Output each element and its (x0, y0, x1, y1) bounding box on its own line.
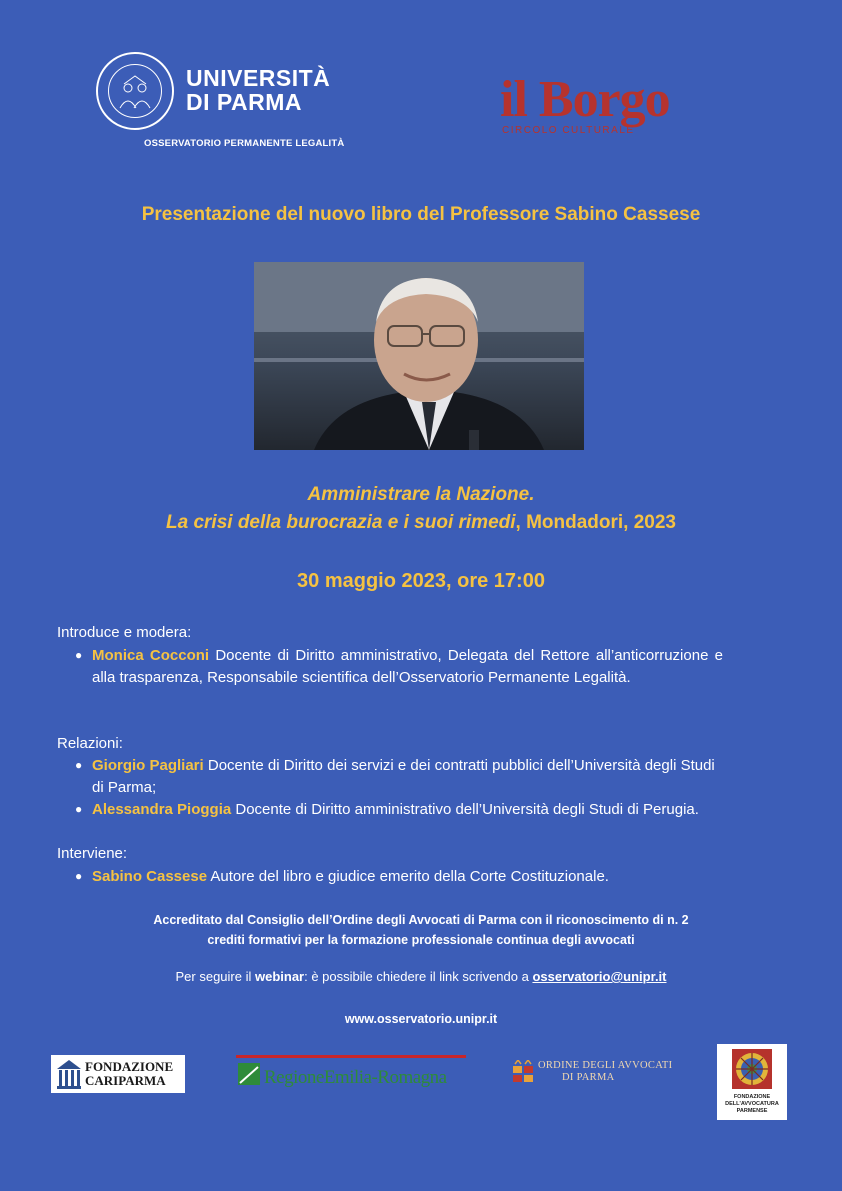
webinar-prefix: Per seguire il (175, 969, 255, 984)
accreditation-line1: Accreditato dal Consiglio dell’Ordine degli Avvocati di Parma con il riconoscimento di n. 2 (153, 913, 689, 927)
webinar-note (0, 969, 842, 984)
regione-emilia-romagna-logo (236, 1055, 466, 1091)
speaker-name: Giorgio Pagliari (92, 757, 204, 774)
event-date: 30 maggio 2023, ore 17:00 (297, 570, 545, 592)
list-item (75, 645, 723, 688)
ordine-line2: DI PARMA (562, 1072, 615, 1083)
speaker-name: Alessandra Pioggia (92, 801, 232, 818)
list-item (75, 755, 723, 798)
university-seal-logo (96, 52, 174, 130)
section-relazioni-label: Relazioni: (57, 735, 123, 752)
list-item (75, 866, 723, 888)
university-name-line1: UNIVERSITÀ (186, 65, 331, 91)
book-subtitle-line (0, 509, 842, 537)
bullet-icon: ● (75, 648, 83, 662)
webinar-keyword: webinar (254, 969, 305, 984)
section-introduce-label: Introduce e modera: (57, 624, 192, 641)
bullet-icon: ● (75, 802, 83, 816)
cariparma-building-icon (55, 1057, 83, 1091)
observatorio-label: OSSERVATORIO PERMANENTE LEGALITÀ (144, 138, 345, 149)
speaker-role: Autore del libro e giudice emerito della Corte Costituzionale. (207, 868, 609, 885)
email-link[interactable]: osservatorio@unipr.it (532, 969, 667, 984)
speaker-name: Monica Cocconi (92, 647, 210, 664)
book-title: Amministrare la Nazione. (307, 484, 535, 505)
speaker-role: Docente di Diritto dei servizi e dei contratti pubblici dell’Università degli Studi di Parma; (92, 757, 715, 796)
bullet-icon: ● (75, 758, 83, 772)
speaker-name: Sabino Cassese (92, 868, 208, 885)
ordine-crest-icon (512, 1060, 534, 1084)
book-publisher: , Mondadori, 2023 (515, 512, 676, 533)
cariparma-line1: FONDAZIONE (85, 1059, 174, 1074)
seal-figures-icon (98, 54, 172, 128)
avvocatura-line1: FONDAZIONE (733, 1094, 771, 1100)
ordine-avvocati-logo (512, 1058, 682, 1088)
section-interviene-label: Interviene: (57, 845, 128, 862)
webinar-middle: : è possibile chiedere il link scrivendo a (304, 969, 533, 984)
author-photo (254, 262, 584, 450)
book-subtitle: La crisi della burocrazia e i suoi rimedi (166, 512, 516, 533)
speaker-role: Docente di Diritto amministrativo dell’Università degli Studi di Perugia. (231, 801, 699, 818)
portrait-illustration (254, 262, 584, 450)
ilborgo-subtitle: CIRCOLO CULTURALE (502, 125, 635, 136)
fondazione-cariparma-logo (51, 1055, 185, 1093)
university-name-line2: DI PARMA (186, 89, 303, 115)
cariparma-line2: CARIPARMA (85, 1073, 166, 1088)
website-link[interactable]: www.osservatorio.unipr.it (344, 1012, 498, 1026)
list-item (75, 799, 772, 821)
accreditation-line2: crediti formativi per la formazione professionale continua degli avvocati (207, 933, 635, 947)
ilborgo-logo: il Borgo (500, 71, 670, 128)
ordine-line1: ORDINE DEGLI AVVOCATI (538, 1060, 673, 1071)
accreditation-note (0, 910, 842, 950)
avvocatura-line2: DELL'AVVOCATURA (725, 1101, 779, 1107)
university-name (186, 66, 330, 114)
avvocatura-wheel-icon (717, 1044, 787, 1094)
avvocatura-line3: PARMENSE (736, 1108, 768, 1114)
speaker-role: Docente di Diritto amministrativo, Delegata del Rettore all’anticorruzione e alla trasparenza, Responsabile scientifica dell’Osservatorio Permanente Legalità. (92, 647, 723, 686)
bullet-icon: ● (75, 869, 83, 883)
event-title: Presentazione del nuovo libro del Professore Sabino Cassese (141, 204, 701, 225)
fondazione-avvocatura-logo (717, 1044, 787, 1120)
rer-label: RegioneEmilia-Romagna (264, 1067, 447, 1088)
